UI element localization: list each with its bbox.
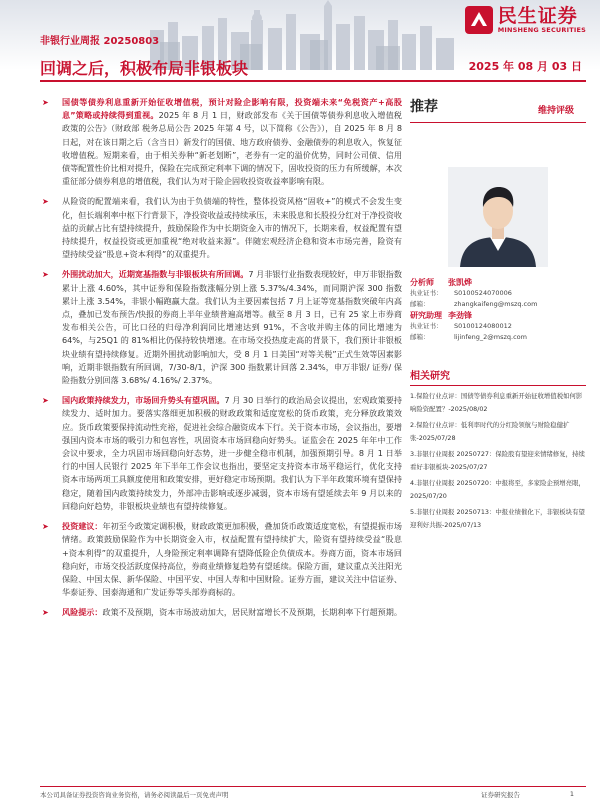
bullet-arrow-icon: ➤ [42,98,49,107]
paragraph-market-pullback [40,268,402,387]
email-address[interactable]: zhangkaifeng@mszq.com [454,300,538,308]
report-title: 回调之后，积极布局非银板块 [40,59,249,78]
cert-label: 执业证书： [410,289,443,297]
paragraph-highlight: 国债等债券利息重新开始征收增值税，预计对险企影响有限，投资端未来“免税资产+高股息”策略或持续得到重视。 [62,97,402,121]
bullet-arrow-icon: ➤ [42,396,49,406]
analyst-list [410,277,586,343]
cert-label: 执业证书： [410,322,443,330]
related-research-list [410,390,586,531]
analyst-name: 张凯烨 [448,278,472,287]
analyst-name: 李劲锋 [448,311,472,320]
page-number: 1 [569,790,574,798]
logo-english-name: MINSHENG SECURITIES [497,26,586,34]
related-research-item[interactable]: 3.非银行业周报 20250727：保险股有望迎来情绪修复，持续看好非银板块-2025/07/27 [410,450,585,471]
email-label: 邮箱： [410,333,430,341]
cert-number: S0100124080012 [454,322,512,330]
paragraph-highlight: 国内政策持续发力，市场回升势头有望巩固。 [62,395,225,406]
paragraph-text: 2025 年 8 月 1 日，财政部发布《关于国债等债券利息收入增值税政策的公告》（财政部 税务总局公告 2025 年第 4 号，以下简称《公告》），自 2025 年 8 月 8 日起，对在该日期之后（含当日）新发行的国债、地方政府债券、金融债券的利息收入，恢复征收增值税。短期来看，由于相关券种“新老划断”，老券有一定的溢价优势，同时公司债、信用债等配置性价比相对提升，保险在完成预定利率下调的情况下，固收投资的压力有所缓解，本次重征部分债券利息的增值税，我们认为对于险企固收投资收益率影响有限。 [62,110,402,187]
paragraph-text: 7 月 30 日举行的政治局会议提出，宏观政策要持续发力、适时加力。要落实落细更加积极的财政政策和适度宽松的货币政策，充分释放政策效应。货币政策要保持流动性充裕，促进社会综合融资成本下行。关于资本市场，会议指出，要增强国内资本市场的吸引力和包容性，巩固资本市场回稳向好势头。证监会在 2025 年年中工作会议中要求，全力巩固市场回稳向好态势，进一步健全稳市机制，加强预期引导。8 月 1 日举行的中国人民银行 2025 年下半年工作会议也指出，要坚定支持资本市场平稳运行，优化支持资本市场两项工具额度使用和政策安排，更好稳定市场预期。我们认为下半年政策环境有望保持稳定，随着国内政策持续发力，外部冲击影响或逐步减弱，资本市场有望延续去年 9 月以来的回稳向好趋势，非银板块业绩也有望持续修复。 [62,395,402,511]
analyst-role: 研究助理 [410,311,442,320]
footer-report-label: 证券研究报告 [481,791,520,799]
report-date: 2025 年 08 月 03 日 [468,60,582,73]
analyst-email-row [410,299,586,310]
paragraph-vat-policy [40,96,402,188]
bullet-arrow-icon: ➤ [42,270,49,280]
related-research-title: 相关研究 [410,367,586,386]
rating-label: 推荐 [410,99,438,115]
sidebar [410,96,586,535]
analyst-photo [448,167,548,267]
analyst-email-row [410,332,586,343]
analyst-name-row [410,277,586,288]
report-body [40,96,402,627]
minsheng-logo-icon [464,5,494,35]
analyst-cert-row [410,288,586,299]
paragraph-text: 政策不及预期，资本市场波动加大，居民财富增长不及预期，长期利率下行超预期。 [102,607,402,618]
paragraph-text: 7 月非银行业指数表现较好，申万非银指数累计上涨 4.60%，其中证券和保险指数涨幅分别上涨 5.37%/4.34%，而同期沪深 300 指数累计上涨 3.54%，非银小幅跑赢大盘。我们认为主要因素包括 7 月上证等宽基指数突破年内高点，叠加已发布预告/快报的券商上半年业绩普遍高增等。截至 8 月 3 日，已有 25 家上市券商发布相关公告，可比口径的归母净利润同比增速达到 91%，不含收并购主体的同比增速为 64%，与25Q1 的 81%相比仍保持较快增速。在市场交投热度走高的背景下，我们预计非银板块业绩有望持续修复。近期外围扰动影响加大，受 8 月 1 日美国“对等关税”正式生效等因素影响，近期非银指数有所回调，7/30-8/1，沪深 300 指数累计回落 2.34%，申万非银/ 证券/ 保险指数分别回落 3.68%/ 4.16%/ 2.37%。 [62,269,402,386]
email-label: 邮箱： [410,300,430,308]
bullet-arrow-icon: ➤ [42,197,49,207]
paragraph-text: 从险资的配置端来看，我们认为由于负债端的特性，整体投资风格“固收+”的模式不会发生变化，但长端利率中枢下行背景下，净投资收益或持续承压，未来股息和长股投分红对于净投资收益的贡献占比有望持续提升，鼓励保险作为中长期资金入市的情况下，长期来看，权益配置有望持续提升，权益投资或更加重视“绝对收益来源”。伴随宏观经济企稳和资本市场完善，险资有望持续受益“股息+资本利得”的双重提升。 [62,196,402,260]
company-logo [464,5,586,35]
related-research-item[interactable]: 4.非银行业周报 20250720：中报将至，多家险企预增亮眼，2025/07/20 [410,479,585,500]
cert-number: S0100524070006 [454,289,512,297]
title-divider [40,80,586,82]
paragraph-highlight: 投资建议： [62,521,103,532]
paragraph-risk-warning [40,606,402,619]
bullet-arrow-icon: ➤ [42,608,49,618]
related-research-item[interactable]: 2.保险行业点评：低利率时代的分红险领航与财险稳健扩张-2025/07/28 [410,421,570,442]
rating-value: 维持评级 [537,106,574,116]
related-research-item[interactable]: 5.非银行业周报 20250713：中报业绩催化下，非银板块有望迎利好共振-2025/07/13 [410,508,585,529]
logo-chinese-name: 民生证券 [497,5,578,27]
rating-bar [410,96,586,123]
footer-divider [40,786,586,787]
report-type: 非银行业周报 20250803 [40,36,160,47]
footer-disclaimer: 本公司具备证券投资咨询业务资格，请务必阅读最后一页免责声明 [40,791,229,799]
paragraph-policy [40,394,402,513]
analyst-name-row [410,310,586,321]
analyst-role: 分析师 [410,278,434,287]
related-research-item[interactable]: 1.保险行业点评：国债等债券利息重新开始征收增值税如何影响险资配置？-2025/08/02 [410,392,583,413]
bullet-arrow-icon: ➤ [42,522,49,532]
paragraph-allocation [40,195,402,261]
email-address[interactable]: lijinfeng_2@mszq.com [454,333,527,341]
paragraph-investment-advice [40,520,402,599]
analyst-portrait-icon [448,167,548,267]
paragraph-highlight: 风险提示： [62,607,103,618]
paragraph-text: 年初至今政策定调积极，财政政策更加积极，叠加货币政策适度宽松，有望提振市场情绪。政策鼓励保险作为中长期资金入市，权益配置有望持续扩大，险资有望持续受益“股息+资本利得”的双重提升，人身险预定利率调降有望降低险企负债成本。券商方面，资本市场回稳向好，市场交投活跃度保持高位，券商业绩修复趋势有望延续。保险方面，建议重点关注阳光保险、中国太保、新华保险、中国平安、中国人寿和中国财险。证券方面，建议关注中信证券、华泰证券、国泰海通和广发证券等头部券商标的。 [62,521,402,598]
paragraph-highlight: 外围扰动加大，近期宽基指数与非银板块有所回调。 [62,269,249,280]
analyst-cert-row [410,321,586,332]
